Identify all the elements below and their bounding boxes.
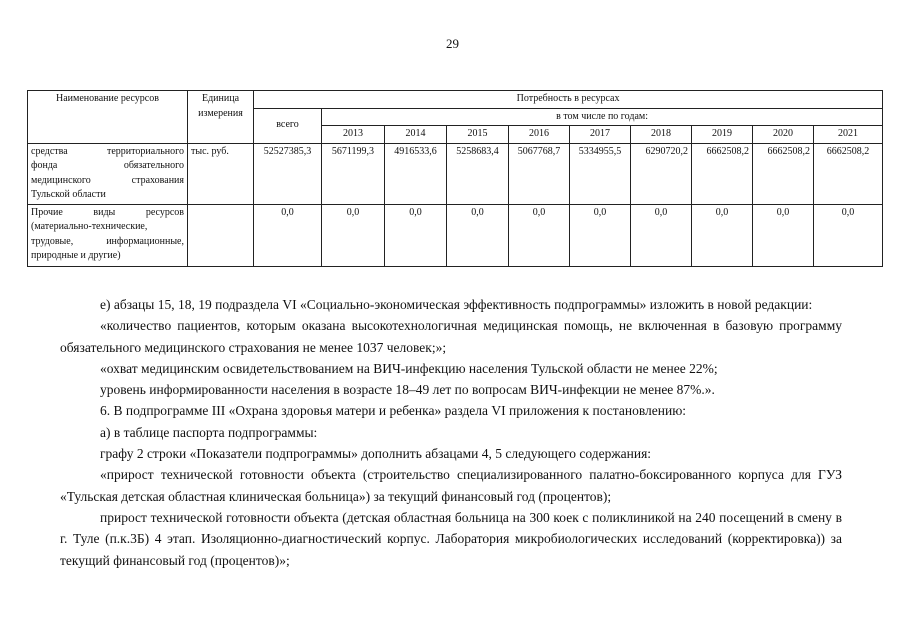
row-value: 5067768,7 (509, 143, 570, 204)
row-value: 5334955,5 (570, 143, 631, 204)
name-line: (материально-технические, (31, 221, 148, 232)
body-text (60, 294, 842, 571)
row-resource-name (28, 143, 188, 204)
header-year: 2017 (570, 126, 631, 144)
row-value: 0,0 (322, 204, 385, 266)
row-value: 0,0 (753, 204, 814, 266)
row-value: 0,0 (814, 204, 883, 266)
table-row (28, 143, 883, 204)
name-line: Тульской области (31, 189, 106, 200)
row-unit (188, 204, 254, 266)
paragraph: е) абзацы 15, 18, 19 подраздела VI «Социально-экономическая эффективность подпрограммы» изложить в новой редакции: (100, 297, 813, 312)
header-resource-need: Потребность в ресурсах (254, 91, 883, 109)
header-total: всего (254, 108, 322, 143)
table-header-row-1 (28, 91, 883, 109)
paragraph: «количество пациентов, которым оказана высокотехнологичная медицинская помощь, не включенная в базовую программу обязательного медицинского страхования не менее 1037 человек;»; (60, 318, 842, 355)
paragraph: прирост технической готовности объекта (детская областная больница на 300 коек с поликлиникой на 240 посещений в смену в г. Туле (п.к.3Б) 4 этап. Изоляционно-диагностический корпус. Лаборатория микробиологических исследований (корректировка)) за текущий финансовый год (процентов)»; (60, 509, 842, 568)
row-value: 6290720,2 (631, 143, 692, 204)
row-value: 5258683,4 (447, 143, 509, 204)
row-value: 6662508,2 (753, 143, 814, 204)
resources-table (27, 90, 883, 267)
paragraph: уровень информированности населения в возрасте 18–49 лет по вопросам ВИЧ-инфекции не менее 87%.». (100, 382, 715, 398)
header-year: 2013 (322, 126, 385, 144)
paragraph: графу 2 строки «Показатели подпрограммы» дополнить абзацами 4, 5 следующего содержания: (100, 446, 652, 462)
row-value: 4916533,6 (385, 143, 447, 204)
header-year: 2016 (509, 126, 570, 144)
name-line: Прочие виды ресурсов (31, 206, 184, 218)
paragraph: «охват медицинским освидетельствованием на ВИЧ-инфекцию населения Тульской области не менее 22%; (100, 360, 718, 376)
paragraph: а) в таблице паспорта подпрограммы: (100, 424, 318, 440)
page-number: 29 (446, 36, 459, 51)
row-value: 0,0 (570, 204, 631, 266)
row-total: 52527385,3 (254, 143, 322, 204)
row-value: 5671199,3 (322, 143, 385, 204)
row-value: 0,0 (509, 204, 570, 266)
name-line: средства территориального (31, 145, 184, 157)
paragraph: «прирост технической готовности объекта (строительство специализированного палатно-боксированного корпуса для ГУЗ «Тульская детская областная клиническая больница») за текущий финансовый год (процентов); (60, 467, 842, 504)
row-resource-name (28, 204, 188, 266)
name-line: природные и другие) (31, 250, 121, 261)
row-value: 6662508,2 (814, 143, 883, 204)
row-value: 6662508,2 (692, 143, 753, 204)
header-year: 2015 (447, 126, 509, 144)
header-year: 2021 (814, 126, 883, 144)
row-total: 0,0 (254, 204, 322, 266)
header-year: 2014 (385, 126, 447, 144)
name-line: медицинского страхования (31, 174, 184, 186)
header-unit: Единица измерения (188, 91, 254, 144)
header-year: 2018 (631, 126, 692, 144)
header-by-years: в том числе по годам: (322, 108, 883, 126)
table-row (28, 204, 883, 266)
header-year: 2019 (692, 126, 753, 144)
row-value: 0,0 (692, 204, 753, 266)
row-value: 0,0 (631, 204, 692, 266)
row-value: 0,0 (385, 204, 447, 266)
paragraph: 6. В подпрограмме III «Охрана здоровья матери и ребенка» раздела VI приложения к постановлению: (100, 403, 687, 419)
name-line: фонда обязательного (31, 160, 184, 171)
header-resource-name: Наименование ресурсов (28, 91, 188, 144)
row-value: 0,0 (447, 204, 509, 266)
header-year: 2020 (753, 126, 814, 144)
row-unit: тыс. руб. (188, 143, 254, 204)
name-line: трудовые, информационные, (31, 235, 184, 247)
